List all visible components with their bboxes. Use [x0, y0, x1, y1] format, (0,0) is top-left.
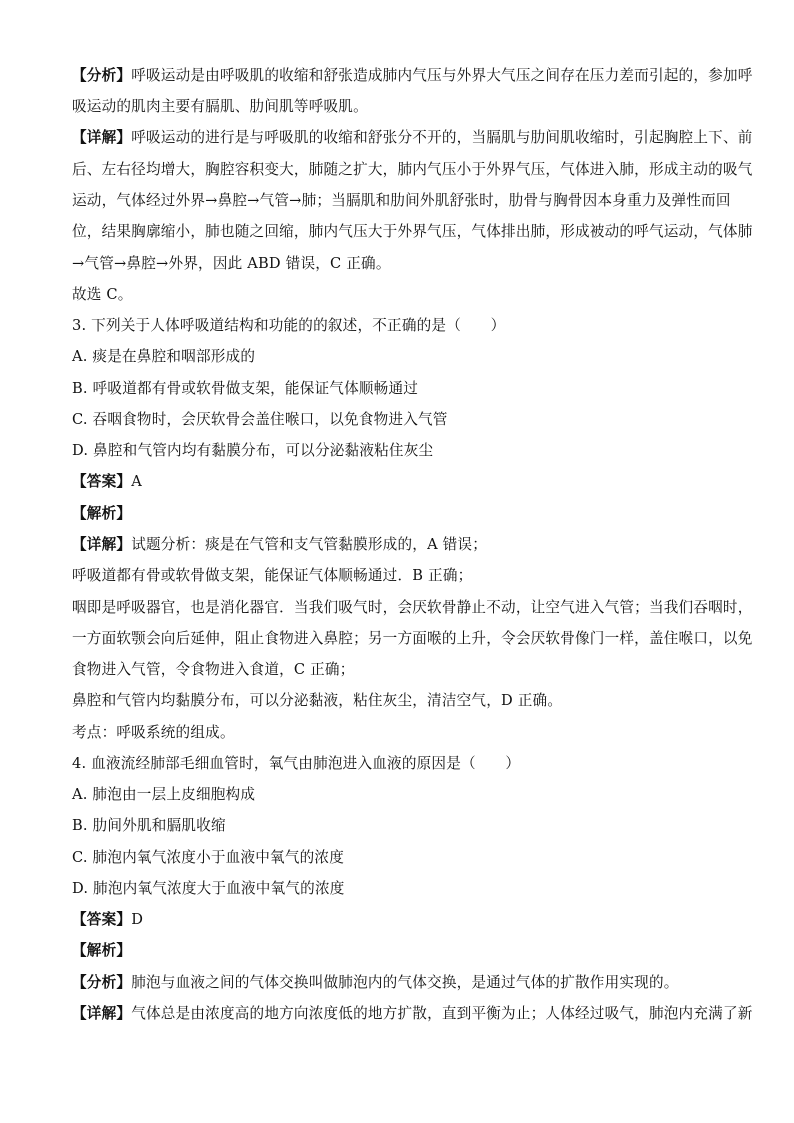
- paragraph-line: [72, 222, 753, 242]
- analysis-heading: [72, 504, 722, 524]
- line-text: D. 肺泡内氧气浓度大于血液中氧气的浓度: [72, 880, 345, 897]
- option-a: [72, 785, 722, 805]
- line-text: D: [131, 911, 144, 928]
- line-text: 食物进入气管，令食物进入食道，C 正确；: [72, 661, 355, 678]
- line-text: A. 痰是在鼻腔和咽部形成的: [72, 348, 256, 365]
- line-text: 位，结果胸廓缩小，肺也随之回缩，肺内气压大于外界气压，气体排出肺，形成被动的呼气运动，气体肺: [72, 223, 753, 240]
- line-text: 3. 下列关于人体呼吸道结构和功能的的叙述，不正确的是（ ）: [72, 317, 506, 334]
- line-text: A. 肺泡由一层上皮细胞构成: [72, 786, 256, 803]
- line-text: D. 鼻腔和气管内均有黏膜分布，可以分泌黏液粘住灰尘: [72, 442, 434, 459]
- section-tag: 【答案】: [72, 911, 132, 928]
- section-tag: 【解析】: [72, 942, 132, 959]
- line-text: A: [131, 473, 142, 490]
- paragraph-line: [72, 66, 753, 86]
- line-text: 一方面软颚会向后延伸，阻止食物进入鼻腔；另一方面喉的上升，令会厌软骨像门一样，盖住喉口，以免: [72, 630, 753, 647]
- paragraph-line: [72, 160, 753, 180]
- line-text: 吸运动的肌肉主要有膈肌、肋间肌等呼吸肌。: [72, 98, 368, 115]
- line-text: 后、左右径均增大，胸腔容积变大，肺随之扩大，肺内气压小于外界气压，气体进入肺，形成主动的吸气: [72, 161, 753, 178]
- line-text: 气体总是由浓度高的地方向浓度低的地方扩散，直到平衡为止；人体经过吸气，肺泡内充满了新: [131, 1005, 753, 1022]
- option-a: [72, 347, 722, 367]
- paragraph-line: [72, 285, 722, 305]
- section-tag: 【详解】: [72, 129, 132, 146]
- paragraph-line: [72, 535, 722, 555]
- option-c: [72, 848, 722, 868]
- line-text: 考点：呼吸系统的组成。: [72, 724, 235, 741]
- question-stem: [72, 754, 722, 774]
- section-tag: 【详解】: [72, 1005, 132, 1022]
- line-text: B. 呼吸道都有骨或软骨做支架，能保证气体顺畅通过: [72, 380, 419, 397]
- paragraph-line: [72, 191, 731, 211]
- section-tag: 【分析】: [72, 67, 132, 84]
- paragraph-line: [72, 723, 722, 743]
- line-text: 故选 C。: [72, 286, 133, 303]
- paragraph-line: [72, 691, 722, 711]
- line-text: 试题分析：痰是在气管和支气管黏膜形成的，A 错误；: [131, 536, 488, 553]
- line-text: 运动，气体经过外界→鼻腔→气管→肺；当膈肌和肋间外肌舒张时，肋骨与胸骨因本身重力及弹性而回: [72, 192, 731, 209]
- section-tag: 【分析】: [72, 974, 132, 991]
- answer-line: [72, 472, 722, 492]
- question-stem: [72, 316, 722, 336]
- option-d: [72, 879, 722, 899]
- paragraph-line: [72, 566, 722, 586]
- line-text: 咽即是呼吸器官，也是消化器官．当我们吸气时，会厌软骨静止不动，让空气进入气管；当我们吞咽时，: [72, 599, 753, 616]
- line-text: 鼻腔和气管内均黏膜分布，可以分泌黏液，粘住灰尘，清洁空气，D 正确。: [72, 692, 563, 709]
- answer-line: [72, 910, 722, 930]
- paragraph-line: [72, 128, 753, 148]
- paragraph-line: [72, 1004, 753, 1024]
- line-text: 呼吸运动是由呼吸肌的收缩和舒张造成肺内气压与外界大气压之间存在压力差而引起的，参加呼: [131, 67, 753, 84]
- analysis-heading: [72, 941, 722, 961]
- line-text: 肺泡与血液之间的气体交换叫做肺泡内的气体交换，是通过气体的扩散作用实现的。: [131, 974, 679, 991]
- section-tag: 【详解】: [72, 536, 132, 553]
- paragraph-line: [72, 97, 722, 117]
- line-text: C. 肺泡内氧气浓度小于血液中氧气的浓度: [72, 849, 345, 866]
- line-text: B. 肋间外肌和膈肌收缩: [72, 817, 226, 834]
- line-text: →气管→鼻腔→外界，因此 ABD 错误，C 正确。: [72, 255, 391, 272]
- section-tag: 【答案】: [72, 473, 132, 490]
- option-b: [72, 816, 722, 836]
- paragraph-line: [72, 660, 722, 680]
- line-text: C. 吞咽食物时，会厌软骨会盖住喉口，以免食物进入气管: [72, 411, 448, 428]
- section-tag: 【解析】: [72, 505, 132, 522]
- paragraph-line: [72, 254, 722, 274]
- option-b: [72, 379, 722, 399]
- paragraph-line: [72, 973, 722, 993]
- paragraph-line: [72, 598, 753, 618]
- line-text: 呼吸道都有骨或软骨做支架，能保证气体顺畅通过．B 正确；: [72, 567, 473, 584]
- option-d: [72, 441, 722, 461]
- option-c: [72, 410, 722, 430]
- paragraph-line: [72, 629, 753, 649]
- line-text: 呼吸运动的进行是与呼吸肌的收缩和舒张分不开的，当膈肌与肋间肌收缩时，引起胸腔上下、前: [131, 129, 753, 146]
- line-text: 4. 血液流经肺部毛细血管时，氧气由肺泡进入血液的原因是（ ）: [72, 755, 521, 772]
